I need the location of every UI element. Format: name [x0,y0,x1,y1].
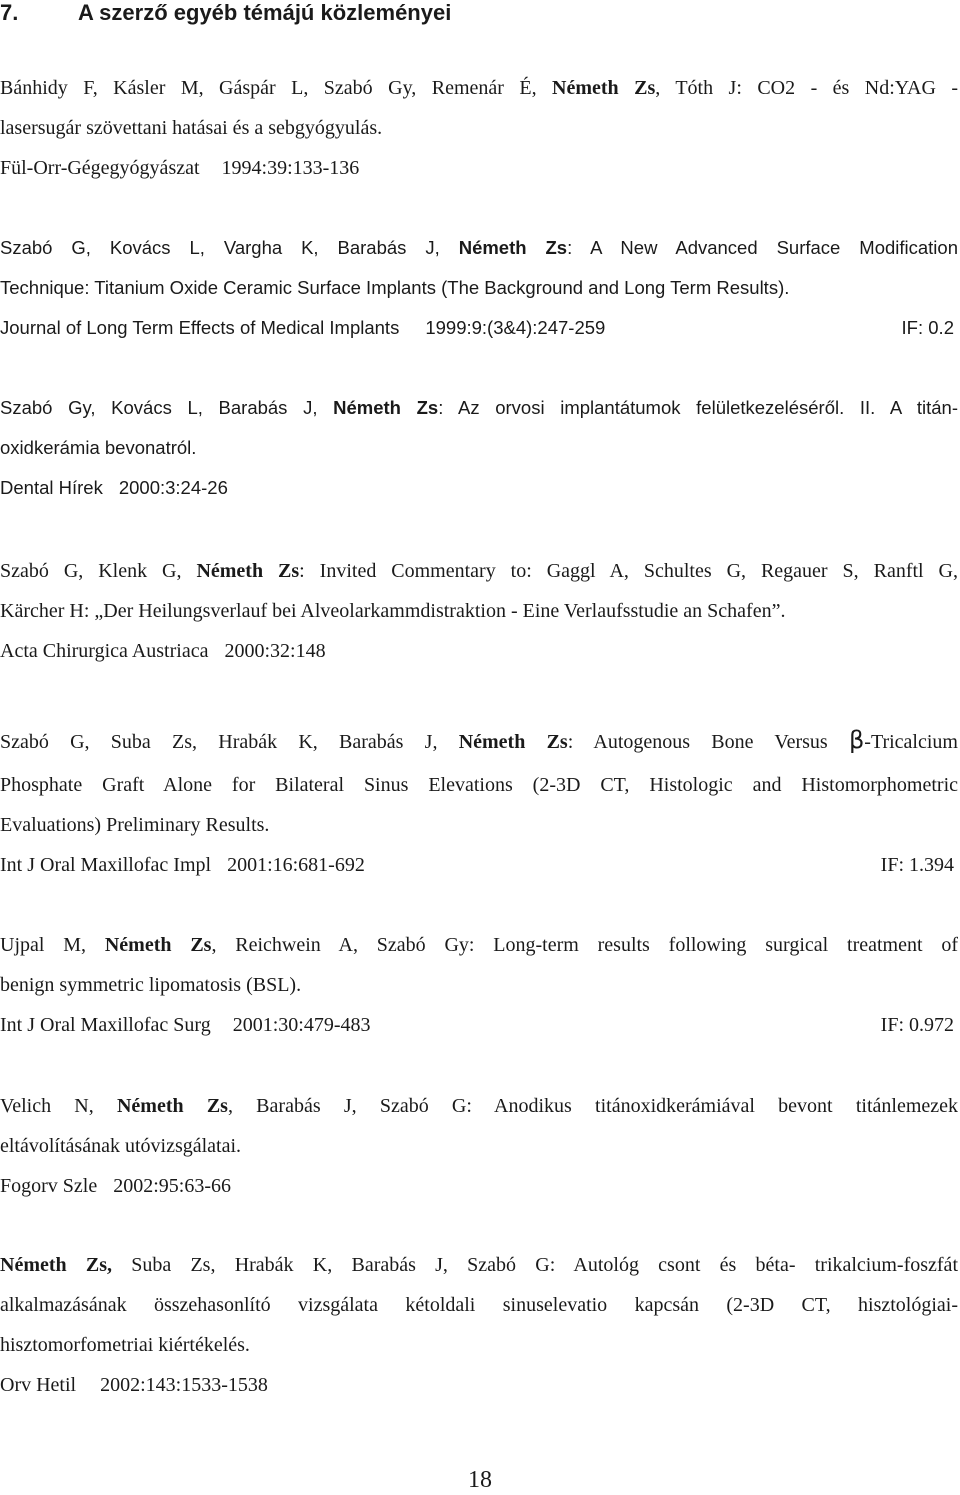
reference-7-title: eltávolításának utóvizsgálatai. [0,1135,242,1157]
page-number: 18 [468,1467,492,1493]
journal-name: Int J Oral Maxillofac Surg [0,1014,211,1036]
reference-4-title: Kärcher H: „Der Heilungsverlauf bei Alveolarkammdistraktion - Eine Verlaufsstudie an Schafen”. [0,600,786,622]
reference-6-authors: Ujpal M, Németh Zs, Reichwein A, Szabó Gy: Long-term results following surgical treatment of [0,934,958,956]
reference-6-source [0,1011,958,1039]
reference-7-authors: Velich N, Németh Zs, Barabás J, Szabó G: Anodikus titánoxidkerámiával bevont titánlemezek [0,1095,958,1117]
citation: 2000:32:148 [224,640,326,662]
reference-8-source [0,1371,958,1399]
reference-5-source [0,851,958,879]
reference-3-source [0,474,958,502]
reference-5-title-cont: Evaluations) Preliminary Results. [0,814,270,836]
author-highlight: Németh Zs, [0,1254,112,1276]
citation: 2000:3:24-26 [118,477,228,498]
reference-4-authors: Szabó G, Klenk G, Németh Zs: Invited Commentary to: Gaggl A, Schultes G, Regauer S, Ranftl G, [0,560,958,582]
reference-7-source [0,1172,958,1200]
journal-name: Int J Oral Maxillofac Impl [0,854,212,876]
reference-8-title: alkalmazásának összehasonlító vizsgálata kétoldali sinuselevatio kapcsán (2-3D CT, hisztológiai- [0,1294,958,1316]
reference-2-source [0,314,958,342]
reference-8-authors: Németh Zs, Suba Zs, Hrabák K, Barabás J, Szabó G: Autológ csont és béta- trikalcium-foszfát [0,1254,958,1276]
reference-4-source [0,637,958,665]
author-highlight: Németh Zs [333,397,439,418]
section-number: 7. [0,0,19,25]
reference-5-title: Phosphate Graft Alone for Bilateral Sinus Elevations (2-3D CT, Histologic and Histomorphometric [0,774,958,796]
author-highlight: Németh Zs [458,237,568,258]
citation: 2001:30:479-483 [232,1014,371,1036]
reference-3-authors: Szabó Gy, Kovács L, Barabás J, Németh Zs: Az orvosi implantátumok felületkezeléséről. II. A titán- [0,397,958,418]
citation: 1994:39:133-136 [221,157,360,179]
citation: 1999:9:(3&4):247-259 [425,317,606,338]
impact-factor: IF: 0.2 [901,317,954,338]
journal-name: Acta Chirurgica Austriaca [0,640,209,662]
reference-1-title: lasersugár szövettani hatásai és a sebgyógyulás. [0,117,383,139]
author-highlight: Németh Zs [552,77,656,99]
reference-1-authors: Bánhidy F, Kásler M, Gáspár L, Szabó Gy, Remenár É, Németh Zs, Tóth J: CO2 - és Nd:YAG - [0,77,958,99]
reference-8-title-cont: hisztomorfometriai kiértékelés. [0,1334,250,1356]
author-highlight: Németh Zs [104,934,212,956]
section-heading [0,0,960,26]
impact-factor: IF: 0.972 [880,1014,954,1036]
reference-2-title: Technique: Titanium Oxide Ceramic Surface Implants (The Background and Long Term Results). [0,277,790,298]
beta-symbol: β [848,726,865,754]
journal-name: Dental Hírek [0,477,103,498]
citation: 2002:95:63-66 [113,1175,231,1197]
author-highlight: Németh Zs [458,731,568,753]
journal-name: Journal of Long Term Effects of Medical Implants [0,317,400,338]
reference-1-source [0,154,958,182]
impact-factor: IF: 1.394 [880,854,954,876]
section-title: A szerző egyéb témájú közleményei [78,0,452,25]
reference-5-authors: Szabó G, Suba Zs, Hrabák K, Barabás J, Németh Zs: Autogenous Bone Versus β-Tricalcium [0,726,958,754]
reference-6-title: benign symmetric lipomatosis (BSL). [0,974,302,996]
journal-name: Fül-Orr-Gégegyógyászat [0,157,200,179]
reference-2-authors: Szabó G, Kovács L, Vargha K, Barabás J, Németh Zs: A New Advanced Surface Modification [0,237,958,258]
journal-name: Fogorv Szle [0,1175,98,1197]
citation: 2002:143:1533-1538 [100,1374,268,1396]
author-highlight: Németh Zs [116,1095,228,1117]
journal-name: Orv Hetil [0,1374,77,1396]
author-highlight: Németh Zs [196,560,300,582]
reference-3-title: oxidkerámia bevonatról. [0,437,197,458]
citation: 2001:16:681-692 [227,854,365,876]
